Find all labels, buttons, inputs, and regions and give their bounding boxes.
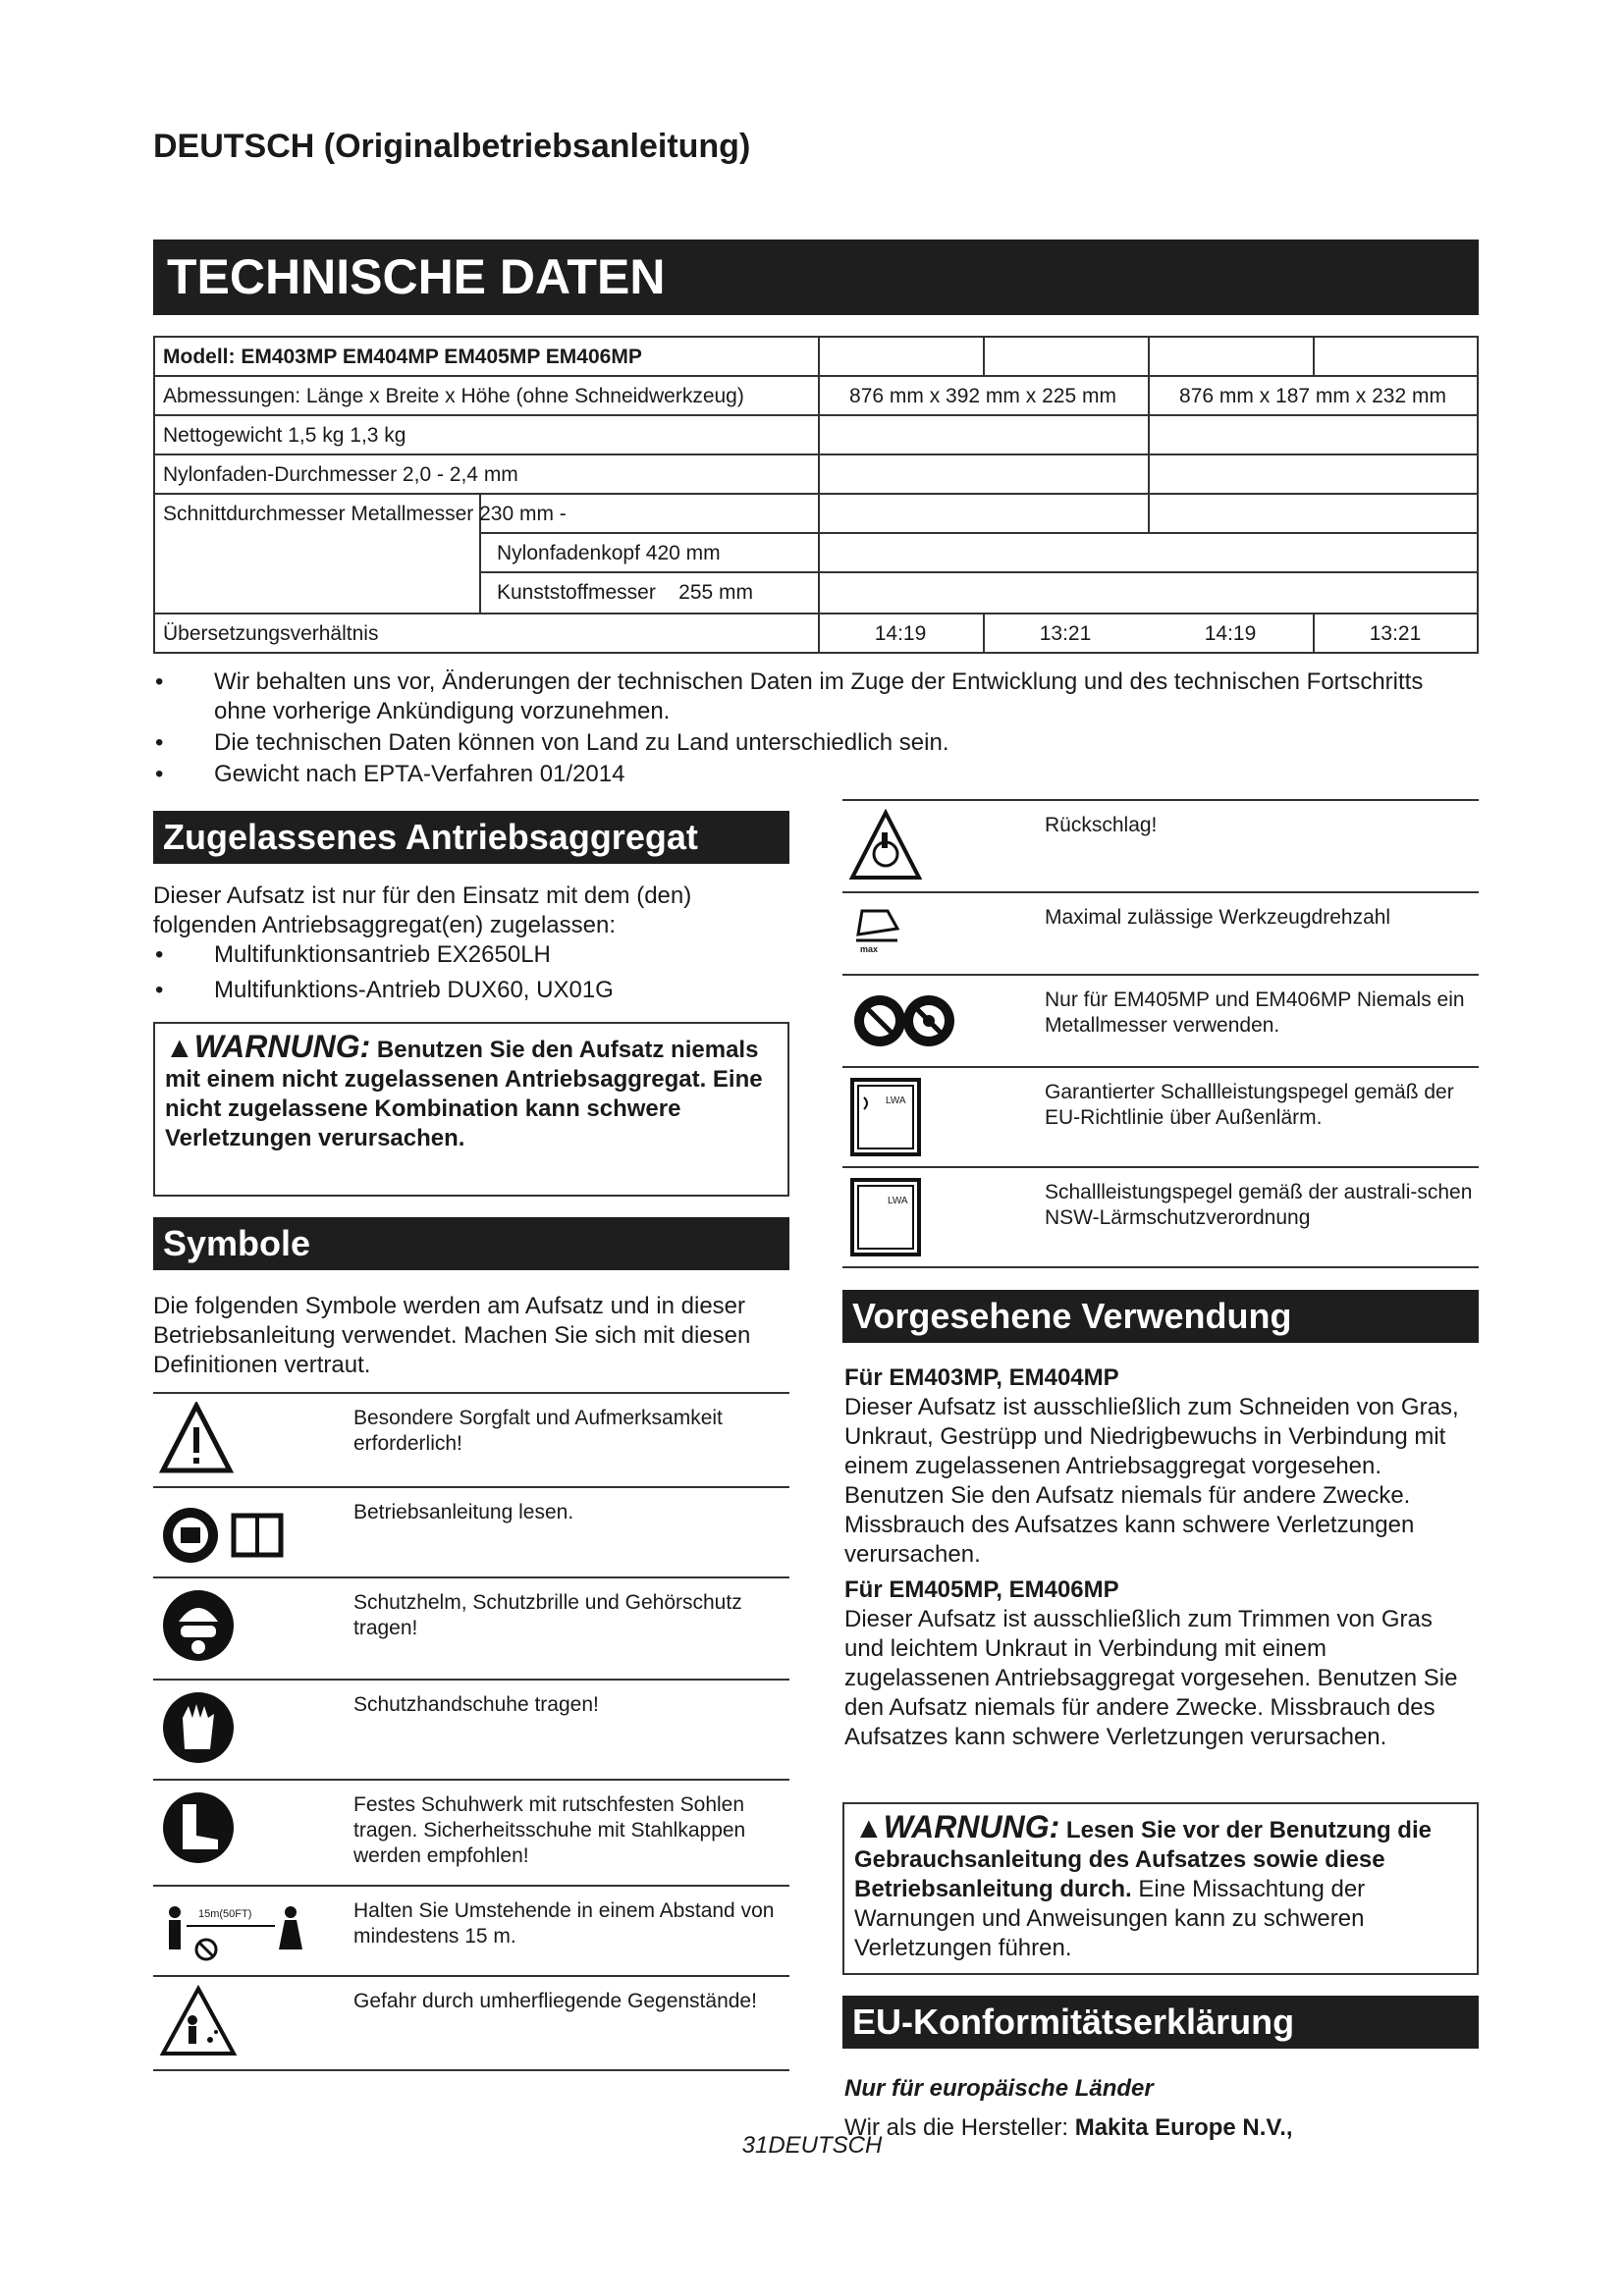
symbol-description: Garantierter Schallleistungspegel gemäß der EU-Richtlinie über Außenlärm. <box>1045 1081 1454 1129</box>
symbol-description: Gefahr durch umherfliegende Gegenstände! <box>353 1990 757 2012</box>
cut-plastic-blade: Kunststoffmesser 255 mm <box>497 581 754 604</box>
warning-text: Benutzen Sie den Aufsatz niemals mit einem nicht zugelassenen Antriebsaggregat. Eine nicht zugelassene Kombination kann schwere Verletzungen verursachen. <box>165 1037 763 1151</box>
note-item: • Wir behalten uns vor, Änderungen der technischen Daten im Zuge der Entwicklung und des technischen Fortschritts ohne vorherige Ankündigung vorzunehmen. <box>153 667 1479 726</box>
gear-ratio-label: Übersetzungsverhältnis <box>163 622 379 645</box>
warning-box-intended <box>842 1802 1479 1975</box>
symbol-description: Rückschlag! <box>1045 814 1158 836</box>
max-label: max <box>860 944 879 954</box>
spec-table <box>153 336 1479 654</box>
page-title: DEUTSCH (Originalbetriebsanleitung) <box>153 128 751 165</box>
symbol-row <box>842 801 1479 893</box>
warning-text: Eine Missachtung der Warnungen und Anweisungen kann zu schweren Verletzungen führen. <box>854 1876 1366 1961</box>
read-manual-icon <box>159 1496 287 1571</box>
warning-label: WARNUNG: <box>193 1029 371 1064</box>
distance-label: 15m(50FT) <box>198 1908 252 1920</box>
approved-intro: Dieser Aufsatz ist nur für den Einsatz mit dem (den) folgenden Antriebsaggregat(en) zugelassen: <box>153 882 692 938</box>
symbol-row <box>842 976 1479 1068</box>
sound-power-nsw-icon <box>848 1176 923 1258</box>
sound-power-eu-icon <box>848 1076 923 1158</box>
gloves-icon <box>159 1688 238 1767</box>
section-heading-technical-data: TECHNISCHE DATEN <box>153 240 1479 315</box>
symbol-description: Schutzhandschuhe tragen! <box>353 1693 599 1716</box>
lwa-label: LWA <box>886 1095 906 1106</box>
nylon-diameter: Nylonfaden-Durchmesser 2,0 - 2,4 mm <box>163 463 518 486</box>
symbol-description: Maximal zulässige Werkzeugdrehzahl <box>1045 906 1391 929</box>
symbol-list-left <box>153 1392 789 2071</box>
section-heading-intended-use: Vorgesehene Verwendung <box>842 1290 1479 1343</box>
symbol-row <box>153 1578 789 1681</box>
dimensions-value-a: 876 mm x 392 mm x 225 mm <box>849 385 1116 407</box>
symbol-row <box>153 1977 789 2071</box>
keep-distance-icon <box>159 1895 306 1969</box>
net-weight: Nettogewicht 1,5 kg 1,3 kg <box>163 424 406 447</box>
symbol-row <box>842 1168 1479 1268</box>
approved-item: • Multifunktionsantrieb EX2650LH <box>153 940 782 970</box>
intended-text: Dieser Aufsatz ist ausschließlich zum Trimmen von Gras und leichtem Unkraut in Verbindung mit einem zugelassenen Antriebsaggregat vorgesehen. Benutzen Sie den Aufsatz niemals für andere Zwecke. Missbrauch des Aufsatzes kann schwere Verletzungen verursachen. <box>844 1606 1458 1750</box>
approved-section <box>153 881 782 1005</box>
symbol-row <box>842 1068 1479 1168</box>
symbol-description: Betriebsanleitung lesen. <box>353 1501 574 1523</box>
eu-subheading: Nur für europäische Länder <box>844 2075 1154 2102</box>
symbol-row <box>153 1887 789 1977</box>
helmet-goggles-earmuffs-icon <box>159 1586 238 1665</box>
symbol-row <box>153 1488 789 1578</box>
symbol-row <box>153 1681 789 1781</box>
symbol-description: Schutzhelm, Schutzbrille und Gehörschutz tragen! <box>353 1591 742 1639</box>
section-heading-symbols: Symbole <box>153 1217 789 1270</box>
eu-line-prefix: Wir als die Hersteller: <box>844 2114 1069 2141</box>
gear-ratio-4: 13:21 <box>1369 622 1422 645</box>
intended-subheading: Für EM405MP, EM406MP <box>844 1576 1119 1603</box>
note-item: • Gewicht nach EPTA-Verfahren 01/2014 <box>153 760 1479 789</box>
warning-triangle-icon: ▲ <box>165 1032 194 1064</box>
dimensions-value-b: 876 mm x 187 mm x 232 mm <box>1179 385 1446 407</box>
cut-nylon-head: Nylonfadenkopf 420 mm <box>497 542 721 564</box>
warning-triangle-icon <box>159 1402 234 1476</box>
model-row: Modell: EM403MP EM404MP EM405MP EM406MP <box>163 346 642 368</box>
symbol-row <box>153 1394 789 1488</box>
warning-label: WARNUNG: <box>883 1809 1060 1844</box>
section-heading-eu-declaration: EU-Konformitätserklärung <box>842 1996 1479 2049</box>
intended-use-section <box>844 1363 1477 1752</box>
gear-ratio-3: 14:19 <box>1204 622 1257 645</box>
symbols-intro: Die folgenden Symbole werden am Aufsatz und in dieser Betriebsanleitung verwendet. Machen Sie sich mit diesen Definitionen vertraut. <box>153 1293 751 1378</box>
spec-notes <box>153 667 1479 791</box>
symbol-description: Besondere Sorgfalt und Aufmerksamkeit erforderlich! <box>353 1407 723 1455</box>
symbol-row <box>842 893 1479 976</box>
warning-box-approved <box>153 1022 789 1197</box>
symbol-description: Schallleistungspegel gemäß der australi-schen NSW-Lärmschutzverordnung <box>1045 1181 1473 1229</box>
symbol-description: Nur für EM405MP und EM406MP Niemals ein Metallmesser verwenden. <box>1045 988 1465 1037</box>
intended-subheading: Für EM403MP, EM404MP <box>844 1364 1119 1391</box>
gear-ratio-2: 13:21 <box>1039 622 1092 645</box>
eu-manufacturer-name: Makita Europe N.V., <box>1074 2114 1293 2141</box>
symbol-description: Halten Sie Umstehende in einem Abstand von mindestens 15 m. <box>353 1899 775 1948</box>
no-metal-blade-icon <box>848 984 956 1058</box>
page-footer: 31DEUTSCH <box>741 2132 883 2159</box>
safety-boots-icon <box>159 1789 238 1867</box>
cut-diameter-label: Schnittdurchmesser Metallmesser 230 mm - <box>163 503 567 525</box>
intended-text: Dieser Aufsatz ist ausschließlich zum Schneiden von Gras, Unkraut, Gestrüpp und Niedrigbewuchs in Verbindung mit einem zugelassenen Antriebsaggregat vorgesehen. Benutzen Sie den Aufsatz niemals für andere Zwecke. Missbrauch des Aufsatzes kann schwere Verletzungen verursachen. <box>844 1394 1459 1568</box>
section-heading-approved-unit: Zugelassenes Antriebsaggregat <box>153 811 789 864</box>
kickback-icon <box>848 809 923 883</box>
symbol-row <box>153 1781 789 1887</box>
lwa-label: LWA <box>888 1196 908 1206</box>
note-item: • Die technischen Daten können von Land zu Land unterschiedlich sein. <box>153 728 1479 758</box>
dimensions-label: Abmessungen: Länge x Breite x Höhe (ohne Schneidwerkzeug) <box>163 385 744 407</box>
symbol-list-right <box>842 799 1479 1268</box>
gear-ratio-1: 14:19 <box>874 622 927 645</box>
warning-bold-text: Lesen Sie vor der Benutzung die Gebrauchsanleitung des Aufsatzes sowie diese Betriebsanleitung durch. <box>854 1817 1432 1902</box>
approved-item: • Multifunktions-Antrieb DUX60, UX01G <box>153 976 782 1005</box>
warning-triangle-icon: ▲ <box>854 1812 884 1844</box>
max-speed-icon <box>848 901 917 960</box>
symbol-description: Festes Schuhwerk mit rutschfesten Sohlen tragen. Sicherheitsschuhe mit Stahlkappen werden empfohlen! <box>353 1793 746 1867</box>
flying-objects-icon <box>159 1985 238 2059</box>
